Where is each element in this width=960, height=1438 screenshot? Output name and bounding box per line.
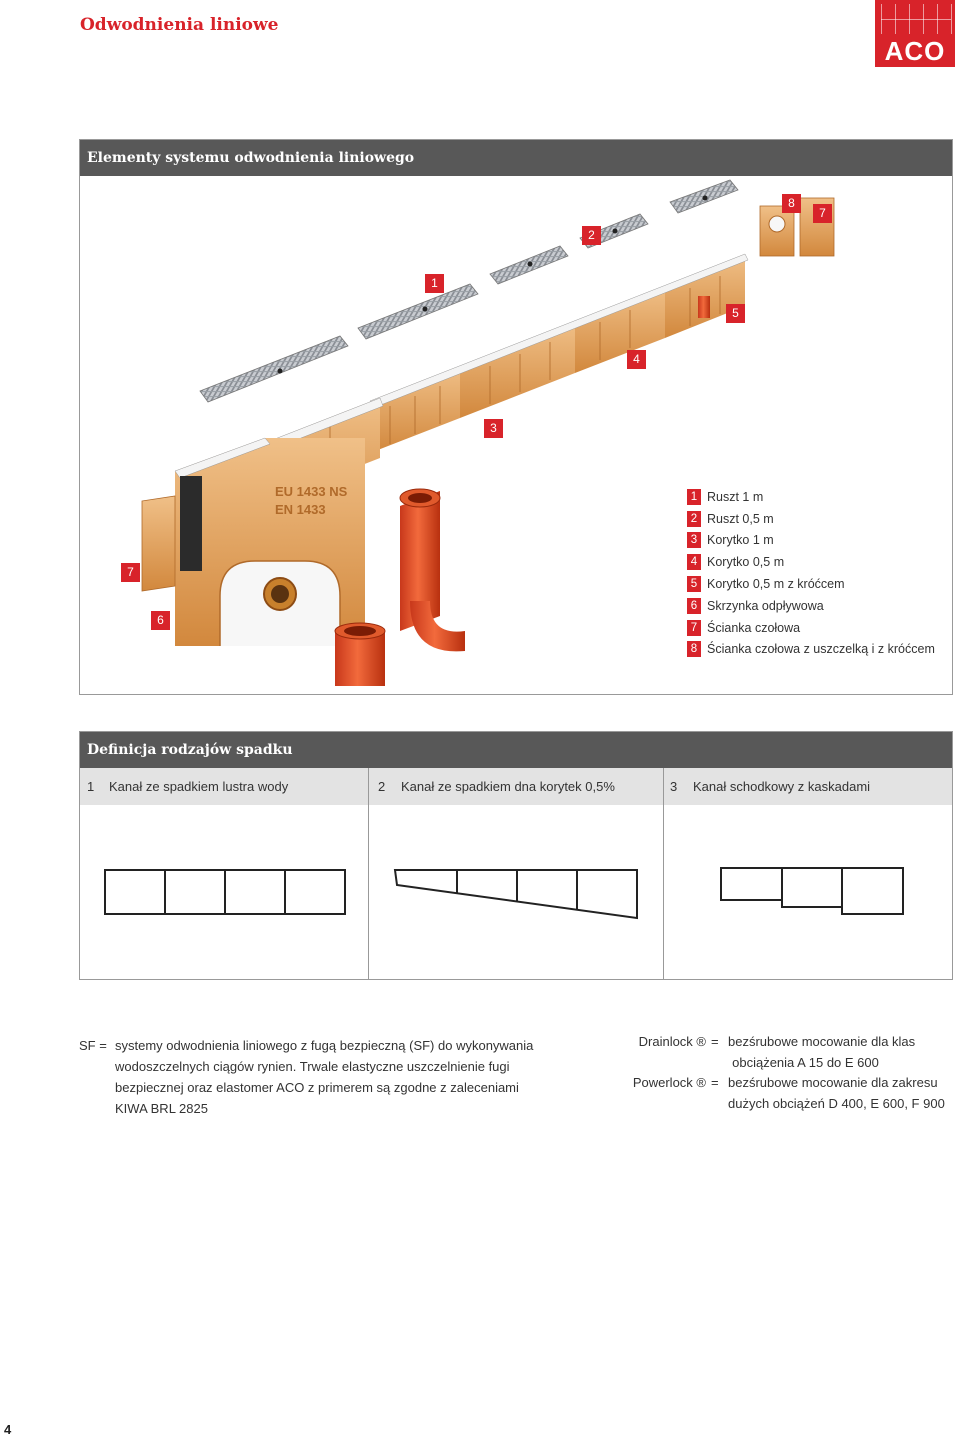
slope-diagram-cascade [664, 805, 952, 979]
callout-8: 8 [782, 194, 801, 213]
callout-1: 1 [425, 274, 444, 293]
legend-item [687, 573, 935, 595]
legend-number: 4 [687, 554, 701, 570]
sf-abbrev: SF [79, 1038, 96, 1053]
callout-3: 3 [484, 419, 503, 438]
col1-label: Kanał ze spadkiem lustra wody [109, 779, 289, 794]
powerlock-line: dużych obciążeń D 400, E 600, F 900 [728, 1096, 945, 1111]
legend-number: 2 [687, 511, 701, 527]
sf-definition [115, 1035, 555, 1119]
legend-text: Skrzynka odpływowa [707, 598, 824, 613]
legend-item [687, 508, 935, 530]
slope-columns-header [80, 768, 952, 805]
sf-line: systemy odwodnienia liniowego z fugą bezpieczną (SF) do wykonywania [115, 1038, 534, 1053]
elements-legend [687, 486, 935, 660]
callout-7: 7 [813, 204, 832, 223]
powerlock-equals: = [711, 1075, 719, 1090]
legend-item [687, 617, 935, 639]
legend-text: Ruszt 1 m [707, 489, 764, 504]
sf-line: bezpiecznej oraz elastomer ACO z primerem są zgodne z zaleceniami [115, 1080, 519, 1095]
drainlock-definition [728, 1031, 915, 1073]
col3-label: Kanał schodkowy z kaskadami [693, 779, 871, 794]
logo-grid-icon [875, 0, 955, 38]
legend-item [687, 486, 935, 508]
legend-item [687, 530, 935, 552]
callout-7-left: 7 [121, 563, 140, 582]
legend-item [687, 551, 935, 573]
callout-4: 4 [627, 350, 646, 369]
legend-item [687, 639, 935, 661]
svg-text:EU 1433 NS: EU 1433 NS [275, 484, 348, 499]
callout-2: 2 [582, 226, 601, 245]
callout-5: 5 [726, 304, 745, 323]
legend-text: Ścianka czołowa [707, 620, 801, 635]
powerlock-key: Powerlock ® [632, 1075, 706, 1090]
svg-text:EN 1433: EN 1433 [275, 502, 326, 517]
legend-number: 3 [687, 532, 701, 548]
logo-text: ACO [884, 36, 946, 66]
col2-label: Kanał ze spadkiem dna korytek 0,5% [401, 779, 615, 794]
col1-number: 1 [87, 779, 95, 794]
legend-text: Korytko 0,5 m z króćcem [707, 577, 845, 592]
slope-definition-title: Definicja rodzajów spadku [80, 732, 952, 768]
sf-equals: = [99, 1038, 107, 1053]
drainlock-line: bezśrubowe mocowanie dla klas [728, 1034, 916, 1049]
col3-number: 3 [670, 779, 678, 794]
drainlock-line: obciążenia A 15 do E 600 [732, 1055, 879, 1070]
legend-number: 6 [687, 598, 701, 614]
legend-text: Ruszt 0,5 m [707, 511, 774, 526]
slope-diagram-channel-bottom [369, 805, 663, 979]
drainlock-equals: = [711, 1034, 719, 1049]
legend-item [687, 595, 935, 617]
legend-text: Ścianka czołowa z uszczelką i z króćcem [707, 642, 935, 657]
legend-number: 1 [687, 489, 701, 505]
legend-number: 5 [687, 576, 701, 592]
page-title: Odwodnienia liniowe [80, 15, 279, 35]
sf-line: wodoszczelnych ciągów rynien. Trwale elastyczne uszczelnienie fugi [115, 1059, 510, 1074]
callout-6: 6 [151, 611, 170, 630]
system-elements-title: Elementy systemu odwodnienia liniowego [80, 140, 952, 176]
powerlock-line: bezśrubowe mocowanie dla zakresu [728, 1075, 938, 1090]
legend-number: 8 [687, 641, 701, 657]
legend-text: Korytko 0,5 m [707, 555, 785, 570]
slope-diagram-water-level [80, 805, 368, 979]
legend-text: Korytko 1 m [707, 533, 774, 548]
sf-line: KIWA BRL 2825 [115, 1101, 208, 1116]
powerlock-definition [728, 1072, 945, 1114]
slope-definition-panel [79, 731, 953, 980]
drainlock-key: Drainlock ® [638, 1034, 706, 1049]
page-number: 4 [4, 1422, 12, 1437]
sf-key [79, 1035, 107, 1056]
aco-logo [875, 0, 955, 67]
system-elements-panel [79, 139, 953, 695]
legend-number: 7 [687, 620, 701, 636]
col2-number: 2 [378, 779, 386, 794]
